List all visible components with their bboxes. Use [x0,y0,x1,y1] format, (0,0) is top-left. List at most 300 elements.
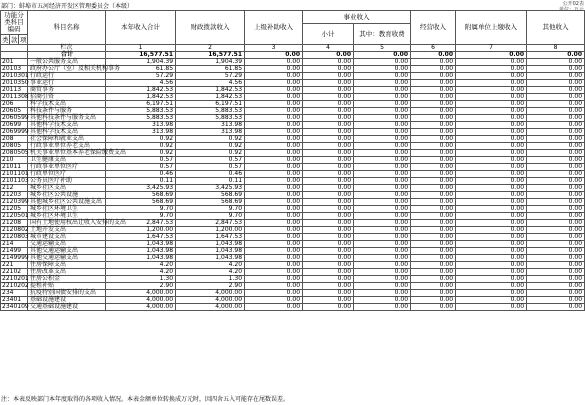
func-code-cell: 2080505 [2,149,29,156]
amount-cell: 0.00 [354,206,411,213]
amount-cell: 0.57 [106,157,176,164]
amount-cell: 0.00 [245,66,303,73]
amount-cell: 9.70 [106,206,176,213]
subject-name-cell: 一般公共服务支出 [28,59,106,66]
amount-cell: 1,043.98 [106,241,176,248]
amount-cell: 0.00 [456,115,527,122]
amount-cell: 0.00 [456,241,527,248]
department-label: 部门：蚌埠市五河经济开发区管理委员会（本级） [1,3,134,10]
amount-cell: 0.00 [354,143,411,150]
amount-cell: 0.00 [456,213,527,220]
amount-cell: 1,200.00 [106,227,176,234]
amount-cell: 1,647.53 [106,234,176,241]
amount-cell: 0.00 [245,59,303,66]
amount-cell: 0.00 [303,178,354,185]
amount-cell: 0.00 [527,255,585,262]
amount-cell: 0.00 [245,227,303,234]
lei-header: 类 [2,35,9,44]
amount-cell: 0.00 [354,164,411,171]
amount-cell: 1,043.98 [106,255,176,262]
amount-cell: 57.29 [176,73,245,80]
amount-cell: 0.00 [354,276,411,283]
amount-cell: 0.00 [303,227,354,234]
amount-cell: 0.00 [245,290,303,297]
amount-cell: 1,647.53 [176,234,245,241]
amount-cell: 0.00 [411,73,456,80]
amount-cell: 0.57 [176,164,245,171]
amount-cell: 4.20 [106,269,176,276]
amount-cell: 0.00 [456,269,527,276]
amount-cell: 4.56 [176,80,245,87]
amount-cell: 9.70 [176,206,245,213]
amount-cell: 0.00 [527,262,585,269]
amount-cell: 0.00 [527,94,585,101]
amount-cell: 0.00 [354,255,411,262]
subject-name-cell: 国有土地使用权出让收入安排的支出 [28,220,106,227]
amount-cell: 0.46 [106,171,176,178]
func-code-cell: 206 [1,101,28,108]
amount-cell: 1,904.39 [176,59,245,66]
amount-cell: 0.00 [527,276,585,283]
func-code-cell: 20103 [1,66,28,73]
amount-cell: 0.00 [411,304,456,311]
subject-name-cell: 城乡社区环境卫生 [28,213,106,220]
amount-cell: 0.92 [106,136,176,143]
amount-cell: 0.00 [411,150,456,157]
subject-name-cell: 城市建设支出 [28,234,106,241]
amount-cell: 0.00 [527,248,585,255]
amount-cell: 1,842.53 [106,94,176,101]
amount-cell: 0.00 [354,122,411,129]
func-code-cell: 2060599 [2,114,29,121]
amount-cell: 0.00 [411,241,456,248]
amount-cell: 0.00 [456,101,527,108]
func-code-cell: 21208 [1,220,28,227]
amount-cell: 0.00 [303,283,354,290]
subject-name-cell: 机关事业单位基本养老保险缴费支出 [28,150,106,157]
subject-name-cell: 科学技术支出 [28,101,106,108]
func-code-cell: 2069999 [2,128,29,135]
other-header: 其他收入 [527,11,585,45]
amount-cell: 0.00 [245,87,303,94]
amount-cell: 0.00 [411,178,456,185]
amount-cell: 0.00 [456,80,527,87]
amount-cell: 0.00 [411,80,456,87]
amount-cell: 5,883.53 [176,108,245,115]
amount-cell: 0.00 [411,94,456,101]
func-code-cell: 22102 [1,269,28,276]
amount-cell: 0.00 [411,66,456,73]
amount-cell: 4,000.00 [176,290,245,297]
func-code-cell: 2210202 [2,282,29,289]
amount-cell: 0.00 [303,87,354,94]
amount-cell: 0.00 [303,157,354,164]
amount-cell: 0.57 [176,157,245,164]
amount-cell: 0.00 [527,66,585,73]
amount-cell: 0.92 [106,150,176,157]
func-code-cell: 2011308 [2,93,29,100]
amount-cell: 568.69 [176,199,245,206]
amount-cell: 0.00 [354,115,411,122]
amount-cell: 0.00 [354,178,411,185]
amount-cell: 0.00 [245,178,303,185]
amount-cell: 0.00 [456,136,527,143]
amount-cell: 0.00 [411,262,456,269]
header-row-1 [1,11,585,24]
func-code-cell: 2120399 [2,198,29,205]
amount-cell: 0.00 [303,129,354,136]
amount-cell: 0.00 [456,157,527,164]
amount-cell: 1,200.00 [176,227,245,234]
amount-cell: 0.92 [106,143,176,150]
subject-name-cell: 住房公积金 [28,276,106,283]
subject-name-cell: 其他城乡社区公共设施支出 [28,199,106,206]
amount-cell: 0.00 [456,94,527,101]
func-code-cell: 20605 [1,108,28,115]
amount-cell: 0.00 [527,80,585,87]
amount-cell: 5,883.53 [176,115,245,122]
amount-cell: 0.00 [245,171,303,178]
amount-cell: 0.00 [456,122,527,129]
func-code-cell: 201 [1,59,28,66]
func-code-cell: 234 [1,290,28,297]
amount-cell: 0.00 [303,73,354,80]
amount-cell: 0.00 [456,276,527,283]
subject-name-cell: 住房保障支出 [28,262,106,269]
amount-cell: 1,043.98 [106,248,176,255]
subject-name-cell: 商贸事务 [28,87,106,94]
func-code-header: 功能分类科目编码 [1,11,28,35]
subject-name-cell: 行政事业单位医疗 [28,164,106,171]
subject-name-cell: 城乡社区环境卫生 [28,206,106,213]
subject-name-cell: 抗疫特别国债安排的支出 [28,290,106,297]
amount-cell: 0.00 [303,80,354,87]
amount-cell: 0.00 [527,213,585,220]
amount-cell: 568.69 [106,199,176,206]
func-code-cell: 20699 [1,122,28,129]
amount-cell: 0.00 [411,164,456,171]
amount-cell: 4.20 [176,262,245,269]
amount-cell: 0.00 [527,171,585,178]
amount-cell: 0.00 [456,304,527,311]
career-header: 事业收入 [303,11,411,24]
amount-cell: 0.00 [303,206,354,213]
func-code-cell: 2101103 [2,177,29,184]
lanci-num: 1 [106,45,176,52]
amount-cell: 0.00 [411,276,456,283]
subject-name-cell: 科技条件与服务 [28,108,106,115]
amount-cell: 0.00 [354,213,411,220]
func-code-cell: 20113 [1,87,28,94]
amount-cell: 0.00 [527,199,585,206]
amount-cell: 0.11 [176,178,245,185]
func-code-cell: 23401 [1,297,28,304]
amount-cell: 0.00 [527,157,585,164]
amount-cell: 0.00 [411,87,456,94]
amount-cell: 0.00 [303,164,354,171]
amount-cell: 0.00 [354,185,411,192]
amount-cell: 0.00 [354,283,411,290]
amount-cell: 313.98 [106,129,176,136]
amount-cell: 1,904.39 [106,59,176,66]
func-code-cell: 2120501 [2,212,29,219]
amount-cell: 0.00 [303,136,354,143]
amount-cell: 0.00 [411,59,456,66]
amount-cell: 4.20 [176,269,245,276]
amount-cell: 0.00 [354,101,411,108]
amount-cell: 9.70 [106,213,176,220]
amount-cell: 61.85 [106,66,176,73]
amount-cell: 0.00 [354,290,411,297]
amount-cell: 1,043.98 [176,255,245,262]
amount-cell: 0.00 [245,206,303,213]
amount-cell: 568.69 [106,192,176,199]
amount-cell: 16,577.51 [106,52,176,59]
subject-name-cell: 其他交通运输支出 [28,255,106,262]
amount-cell: 5,883.53 [106,115,176,122]
amount-cell: 0.00 [303,199,354,206]
amount-cell: 0.00 [456,290,527,297]
amount-cell: 0.00 [411,199,456,206]
amount-cell: 0.00 [527,52,585,59]
amount-cell: 0.00 [527,129,585,136]
subject-name-cell: 其他科学技术支出 [28,122,106,129]
func-code-cell: 2149999 [2,254,29,261]
amount-cell: 4.56 [106,80,176,87]
amount-cell: 0.00 [245,150,303,157]
amount-cell: 0.00 [411,220,456,227]
amount-cell: 4.20 [106,262,176,269]
amount-cell: 0.00 [527,206,585,213]
footnote: 注：本表反映部门本年度取得的各项收入情况。本表金额单位转换成万元时，因四舍五入可能存在尾数误差。 [1,396,290,403]
amount-cell: 0.00 [456,52,527,59]
amount-cell: 0.00 [456,66,527,73]
amount-cell: 0.00 [411,290,456,297]
amount-cell: 0.00 [354,262,411,269]
amount-cell: 0.00 [245,297,303,304]
amount-cell: 0.00 [245,192,303,199]
amount-cell: 0.00 [527,87,585,94]
amount-cell: 0.00 [303,185,354,192]
amount-cell: 0.00 [245,248,303,255]
amount-cell: 1,043.98 [176,241,245,248]
amount-cell: 0.00 [411,136,456,143]
form-number: 公开02表 [562,1,584,7]
subject-name-cell: 公务员医疗补助 [28,178,106,185]
this-year-header: 本年收入合计 [106,11,176,45]
amount-cell: 0.00 [411,248,456,255]
amount-cell: 0.00 [245,199,303,206]
amount-cell: 0.00 [354,136,411,143]
subject-name-cell: 交通基础设施建设 [28,304,106,311]
lanci-num: 8 [527,45,585,52]
amount-cell: 0.00 [303,94,354,101]
amount-cell: 0.00 [245,136,303,143]
amount-cell: 0.00 [527,143,585,150]
amount-cell: 0.00 [354,269,411,276]
amount-cell: 0.00 [354,157,411,164]
amount-cell: 0.00 [411,143,456,150]
amount-cell: 0.00 [456,248,527,255]
amount-cell: 1,842.53 [106,87,176,94]
func-code-cell: 221 [1,262,28,269]
amount-cell: 0.00 [245,101,303,108]
amount-cell: 0.92 [176,150,245,157]
subject-name-cell: 招商引资 [28,94,106,101]
superior-header: 上级补助收入 [245,11,303,45]
amount-cell: 0.00 [527,136,585,143]
amount-cell: 0.00 [527,108,585,115]
amount-cell: 0.00 [354,171,411,178]
amount-cell: 0.00 [527,115,585,122]
func-code-cell: 2120803 [2,233,29,240]
amount-cell: 16,577.51 [176,52,245,59]
amount-cell: 0.00 [411,283,456,290]
func-code-cell: 2101101 [2,170,29,177]
amount-cell: 0.00 [245,115,303,122]
subject-name-cell: 行政运行 [28,73,106,80]
subject-name-cell: 社会保障和就业支出 [28,136,106,143]
amount-cell: 1,842.53 [176,87,245,94]
func-code-cell: 2010301 [2,72,29,79]
amount-cell: 0.00 [411,122,456,129]
amount-cell: 0.00 [303,101,354,108]
amount-cell: 0.00 [303,213,354,220]
amount-cell: 0.00 [456,73,527,80]
amount-cell: 0.00 [527,220,585,227]
amount-cell: 0.00 [411,52,456,59]
amount-cell: 0.00 [411,297,456,304]
amount-cell: 0.00 [354,80,411,87]
subject-name-cell: 其他交通运输支出 [28,248,106,255]
amount-cell: 4,000.00 [106,304,176,311]
amount-cell: 0.00 [411,157,456,164]
func-code-cell: 210 [1,157,28,164]
amount-cell: 0.00 [245,52,303,59]
amount-cell: 0.00 [303,52,354,59]
subject-name-cell: 卫生健康支出 [28,157,106,164]
amount-cell: 2.90 [176,283,245,290]
amount-cell: 61.85 [176,66,245,73]
xiang-header: 项 [20,35,27,44]
amount-cell: 0.00 [527,269,585,276]
amount-cell: 0.00 [411,101,456,108]
amount-cell: 0.00 [354,248,411,255]
amount-cell: 0.00 [245,157,303,164]
amount-cell: 0.00 [411,234,456,241]
subject-name-cell: 交通运输支出 [28,241,106,248]
amount-cell: 2,847.53 [176,220,245,227]
amount-cell: 0.00 [303,59,354,66]
amount-cell: 4,000.00 [106,297,176,304]
subject-name-cell: 基础设施建设 [28,297,106,304]
amount-cell: 0.00 [527,192,585,199]
subject-name-header: 科目名称 [28,11,106,45]
lanci-label: 栏次 [28,45,106,52]
subject-name-cell: 住房改革支出 [28,269,106,276]
subject-name-cell: 行政单位医疗 [28,171,106,178]
subject-name-cell: 土地开发支出 [28,227,106,234]
amount-cell: 0.00 [245,220,303,227]
amount-cell: 0.00 [527,304,585,311]
amount-cell: 0.00 [354,129,411,136]
lanci-num: 5 [354,45,411,52]
amount-cell: 0.00 [411,129,456,136]
amount-cell: 3,425.93 [176,185,245,192]
amount-cell: 0.00 [456,185,527,192]
amount-cell: 0.00 [527,178,585,185]
amount-cell: 0.00 [411,108,456,115]
amount-cell: 0.00 [303,150,354,157]
amount-cell: 0.00 [354,87,411,94]
amount-cell: 0.00 [527,241,585,248]
amount-cell: 4,000.00 [176,304,245,311]
amount-cell: 0.00 [303,248,354,255]
func-code-cell: 2010350 [2,79,29,86]
amount-cell: 0.00 [527,59,585,66]
amount-cell: 0.00 [456,199,527,206]
amount-cell: 0.00 [303,241,354,248]
amount-cell: 1.30 [176,276,245,283]
amount-cell: 0.00 [303,143,354,150]
amount-cell: 0.00 [527,290,585,297]
amount-cell: 0.00 [245,164,303,171]
amount-cell: 3,425.93 [106,185,176,192]
func-code-cell: 2340109 [2,303,29,310]
amount-cell: 0.00 [456,150,527,157]
amount-cell: 0.92 [176,136,245,143]
amount-cell: 0.00 [303,220,354,227]
amount-cell: 0.00 [527,73,585,80]
amount-cell: 57.29 [106,73,176,80]
subject-name-cell: 事业运行 [28,80,106,87]
affiliated-header: 附属单位上缴收入 [456,11,527,45]
amount-cell: 0.00 [245,73,303,80]
table-row [1,304,585,311]
amount-cell: 0.00 [303,108,354,115]
amount-cell: 0.00 [354,297,411,304]
fiscal-header: 财政拨款收入 [176,11,245,45]
subject-name-cell: 提租补贴 [28,283,106,290]
amount-cell: 6,197.51 [106,101,176,108]
amount-cell: 0.00 [245,213,303,220]
operating-header: 经营收入 [411,11,456,45]
lanci-num: 7 [456,45,527,52]
amount-cell: 0.00 [411,192,456,199]
amount-cell: 313.98 [176,129,245,136]
subject-name-cell: 其他科技条件与服务支出 [28,115,106,122]
amount-cell: 0.00 [354,73,411,80]
amount-cell: 0.00 [456,192,527,199]
amount-cell: 0.00 [354,304,411,311]
func-code-cell: 208 [1,136,28,143]
amount-cell: 0.00 [303,171,354,178]
amount-cell: 0.00 [456,59,527,66]
amount-cell: 0.00 [411,213,456,220]
amount-cell: 4,000.00 [106,290,176,297]
amount-cell: 0.00 [245,304,303,311]
amount-cell: 0.00 [354,234,411,241]
lanci-num: 3 [245,45,303,52]
amount-cell: 0.00 [527,101,585,108]
amount-cell: 0.00 [303,276,354,283]
subject-name-cell: 城乡社区公共设施 [28,192,106,199]
amount-cell: 0.00 [245,94,303,101]
amount-cell: 1,043.98 [176,248,245,255]
amount-cell: 0.00 [245,122,303,129]
amount-cell: 0.00 [411,185,456,192]
amount-cell: 0.00 [527,234,585,241]
